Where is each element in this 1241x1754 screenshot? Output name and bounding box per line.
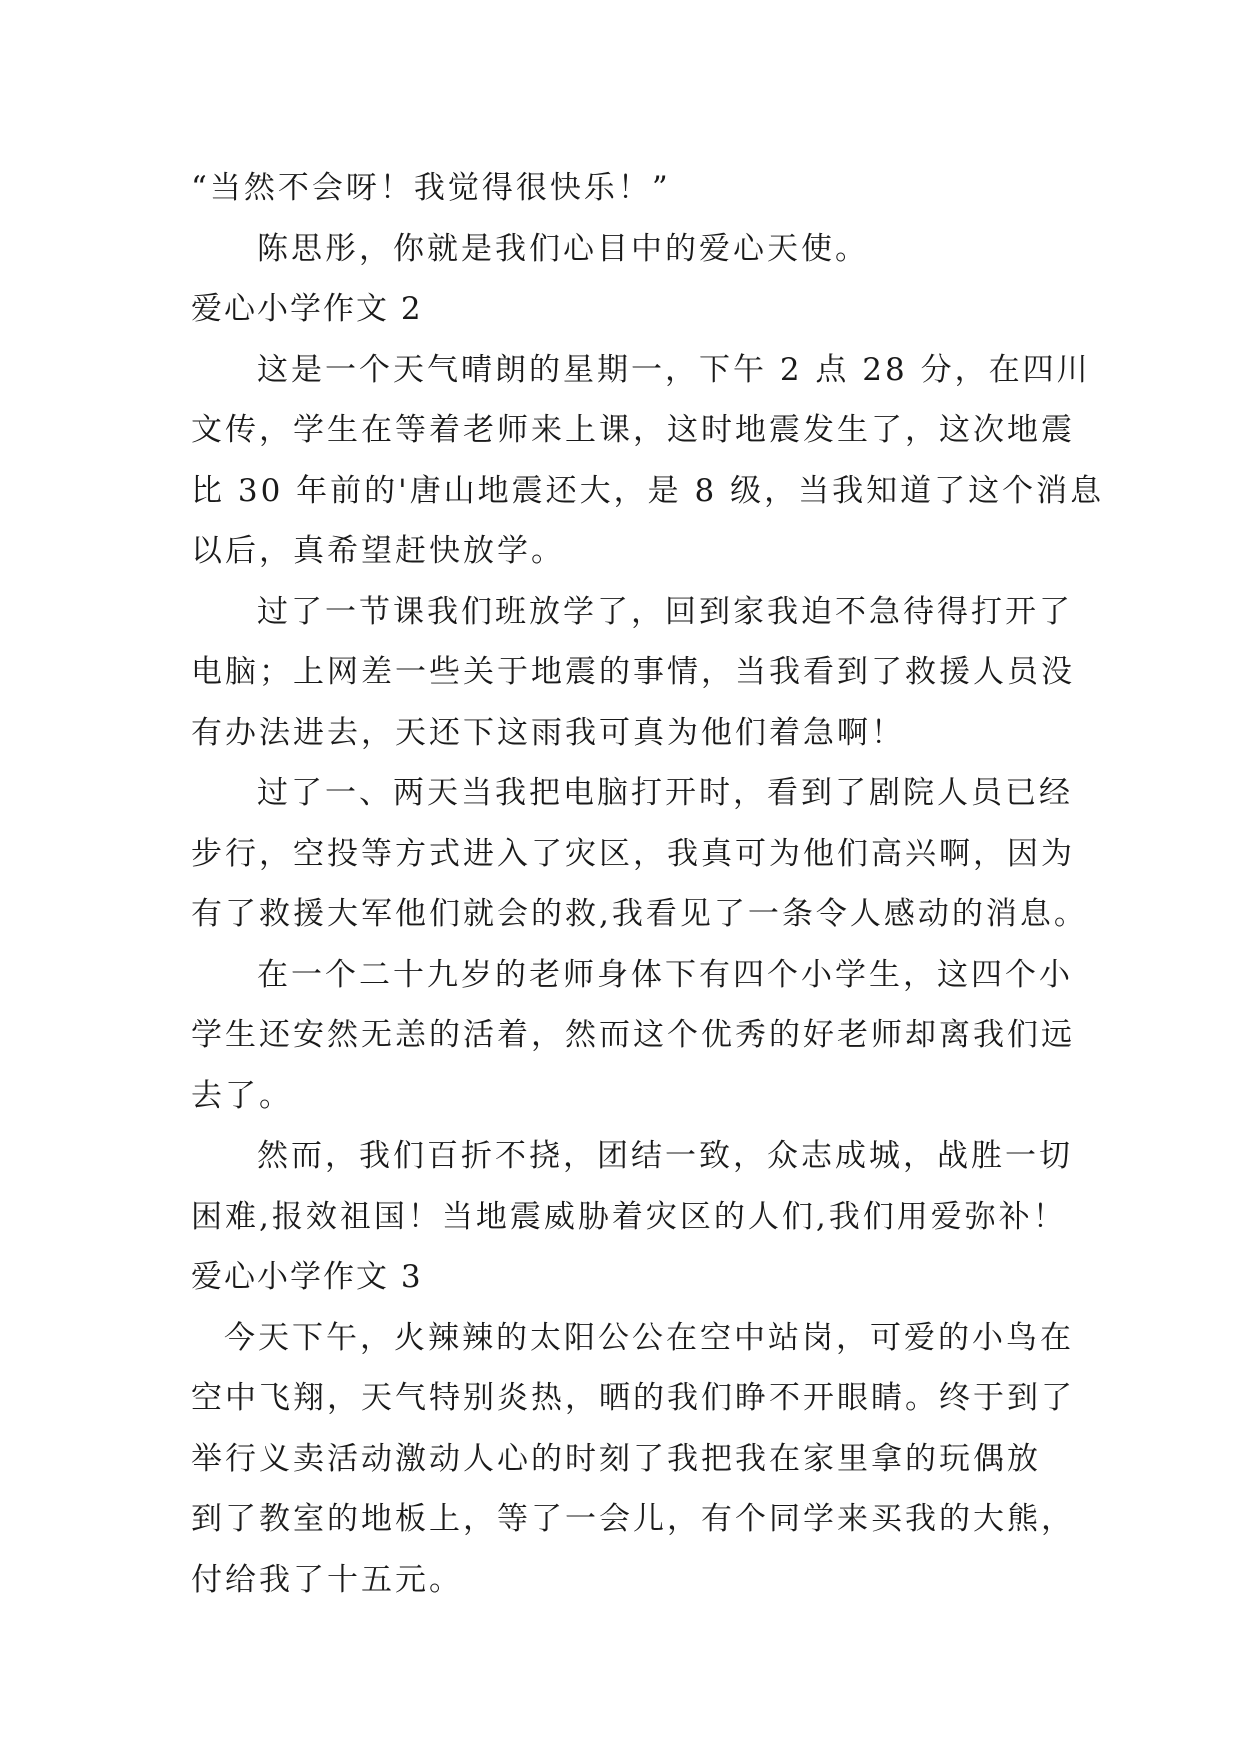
text-line: 学生还安然无恙的活着，然而这个优秀的好老师却离我们远 [191,1017,1075,1053]
text-line: 举行义卖活动激动人心的时刻了我把我在家里拿的玩偶放 [191,1440,1041,1477]
text-line: 比 30 年前的'唐山地震还大，是 8 级，当我知道了这个消息 [191,472,1105,509]
text-line: 过了一节课我们班放学了，回到家我迫不急待得打开了 [257,593,1073,630]
text-line: 付给我了十五元。 [191,1561,463,1598]
text-line: 陈思彤，你就是我们心目中的爱心天使。 [257,230,869,267]
text-line: 在一个二十九岁的老师身体下有四个小学生，这四个小 [257,956,1073,993]
section-heading: 爱心小学作文 3 [191,1259,423,1295]
text-line: 然而，我们百折不挠，团结一致，众志成城，战胜一切 [257,1138,1073,1174]
text-line: 有了救援大军他们就会的救,我看见了一条令人感动的消息。 [191,896,1088,932]
text-line: 去了。 [191,1077,293,1114]
text-line: 今天下午，火辣辣的太阳公公在空中站岗，可爱的小鸟在 [224,1319,1074,1356]
text-line: 文传，学生在等着老师来上课，这时地震发生了，这次地震 [191,412,1075,448]
text-line: 步行，空投等方式进入了灾区，我真可为他们高兴啊，因为 [191,835,1075,872]
text-line: 以后，真希望赶快放学。 [191,533,565,569]
text-line: 这是一个天气晴朗的星期一，下午 2 点 28 分，在四川 [257,351,1091,388]
text-line: 过了一、两天当我把电脑打开时，看到了剧院人员已经 [257,775,1073,811]
text-line: 困难,报效祖国！当地震威胁着灾区的人们,我们用爱弥补！ [191,1198,1067,1235]
text-line: 空中飞翔，天气特别炎热，晒的我们睁不开眼睛。终于到了 [191,1380,1075,1416]
text-line: 有办法进去，天还下这雨我可真为他们着急啊！ [191,714,905,751]
document-body [191,158,1105,1610]
text-line: 到了教室的地板上，等了一会儿，有个同学来买我的大熊， [191,1501,1075,1537]
text-line: “当然不会呀！我觉得很快乐！” [191,170,671,206]
text-line: 电脑；上网差一些关于地震的事情，当我看到了救援人员没 [191,654,1075,690]
section-heading: 爱心小学作文 2 [191,291,423,327]
